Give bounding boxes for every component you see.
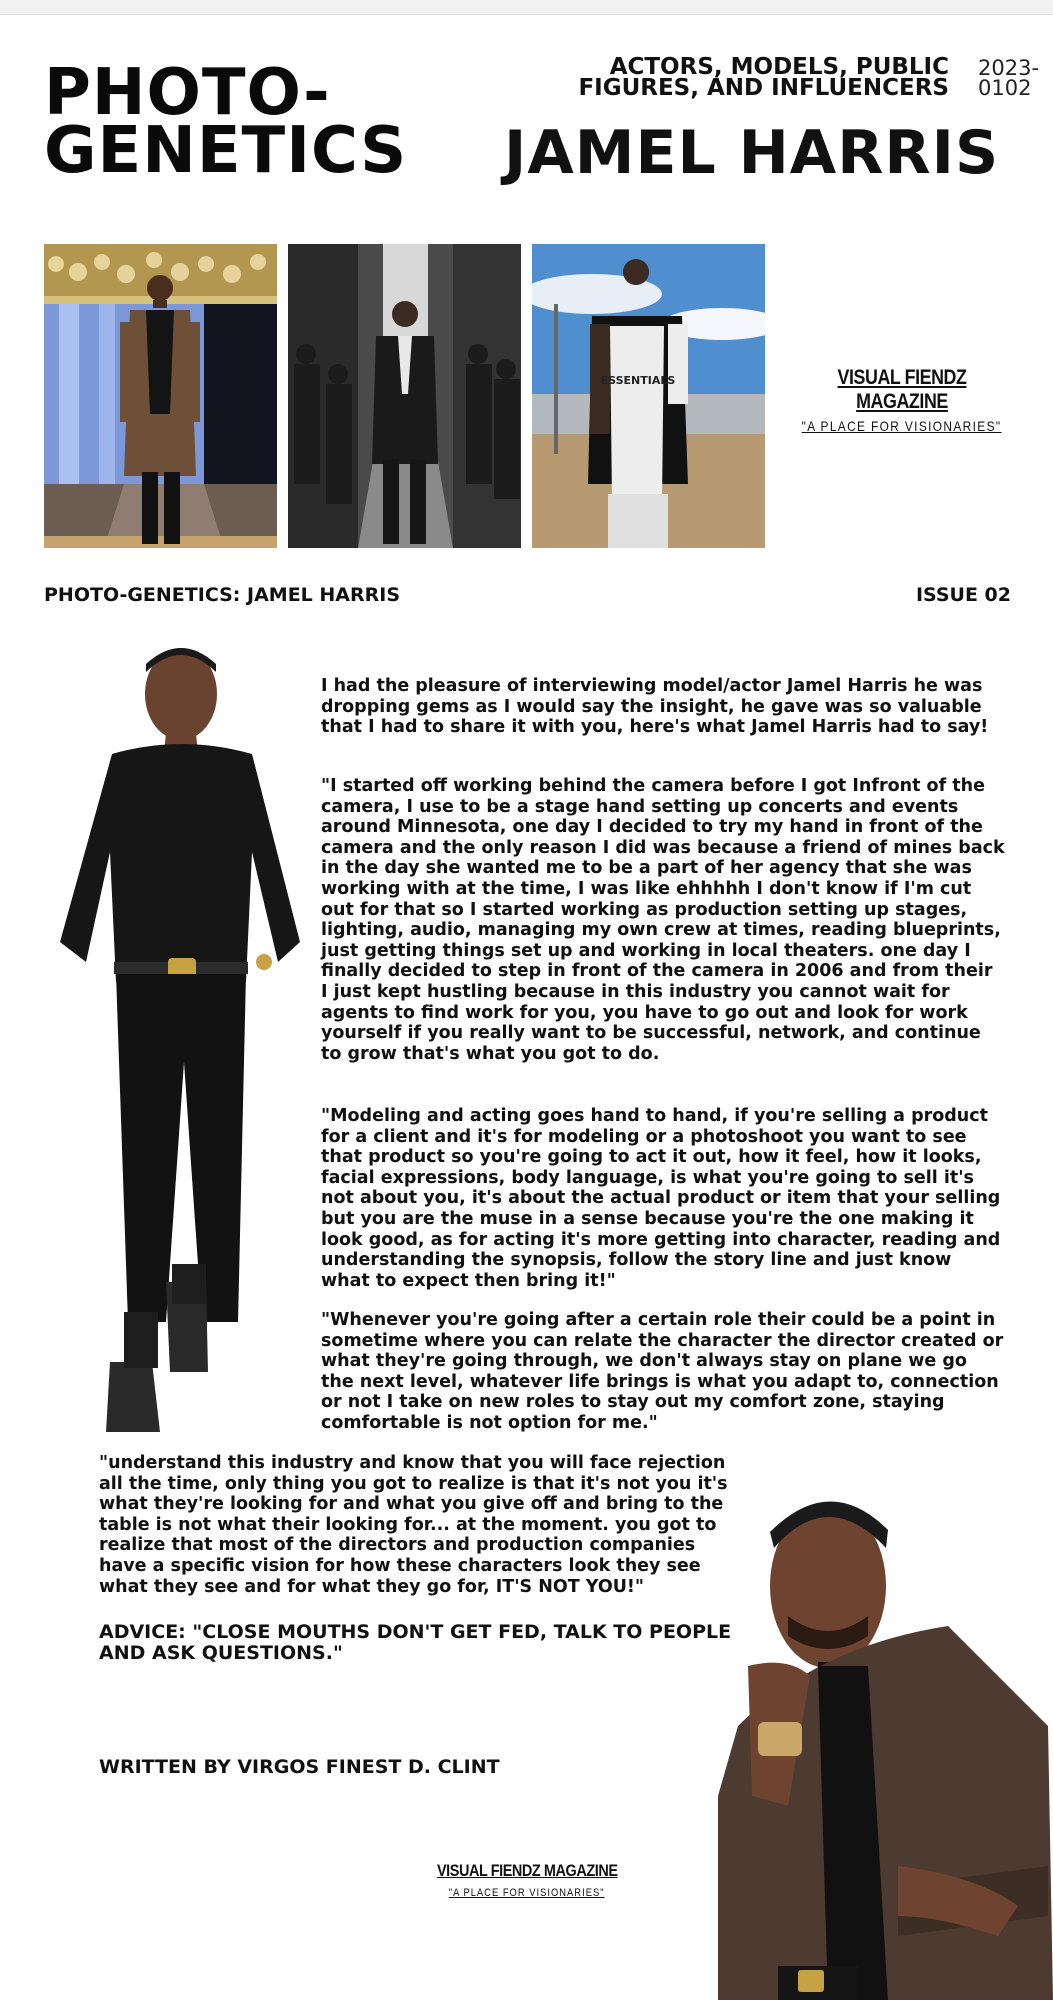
article-advice: ADVICE: "CLOSE MOUTHS DON'T GET FED, TALK TO PEOPLE AND ASK QUESTIONS." xyxy=(99,1621,732,1664)
category-subtitle xyxy=(578,54,949,101)
shirt-print-text: ESSENTIALS xyxy=(600,374,676,387)
figure-standing-portrait xyxy=(56,642,306,1442)
issue-date-line-1: 2023- xyxy=(978,56,1040,80)
magazine-logo xyxy=(778,366,1026,435)
article-paragraph-1: I had the pleasure of interviewing model/actor Jamel Harris he was dropping gems as I would say the insight, he gave was so valuable that I had to share it with you, here's what Jamel Harris had to say! xyxy=(321,676,989,738)
subtitle-line-2: FIGURES, AND INFLUENCERS xyxy=(578,75,949,101)
photo-suit-crowd xyxy=(288,244,521,548)
footer-magazine-name: VISUAL FIENDZ MAGAZINE xyxy=(436,1861,618,1880)
brand-title xyxy=(44,56,408,188)
top-bar xyxy=(0,0,1053,15)
section-title: PHOTO-GENETICS: JAMEL HARRIS xyxy=(44,584,401,606)
footer-magazine-logo xyxy=(416,1861,638,1900)
magazine-tagline: "A PLACE FOR VISIONARIES" xyxy=(802,418,1002,434)
magazine-name: VISUAL FIENDZ MAGAZINE xyxy=(837,366,967,413)
brand-line-1: PHOTO- xyxy=(44,56,331,130)
footer-magazine-tagline: "A PLACE FOR VISIONARIES" xyxy=(449,1887,605,1899)
issue-date xyxy=(978,58,1039,98)
photo-vest-outdoor xyxy=(532,244,765,548)
photo-runway xyxy=(44,244,277,548)
headline-name: JAMEL HARRIS xyxy=(504,118,1000,188)
article-paragraph-2: "I started off working behind the camera before I got Infront of the camera, I use to be a stage hand setting up concerts and events around Minnesota, one day I decided to try my hand in front of the camera and the only reason I did was because a friend of mines back in the day she wanted me to be a part of her agency that she was working with at the time, I was like ehhhhh I don't know if I'm cut out for that so I started working as production setting up stages, lighting, audio, managing my own crew at times, reading blueprints, just getting things set up and working in local theaters. one day I finally decided to step in front of the camera in 2006 and from their I just kept hustling because in this industry you cannot wait for agents to find work for you, you have to go out and look for work yourself if you really want to be successful, network, and continue to grow that's what you got to do. xyxy=(321,776,1005,1064)
figure-thinking-portrait xyxy=(718,1466,1053,2000)
author-credit: WRITTEN BY VIRGOS FINEST D. CLINT xyxy=(99,1756,500,1778)
article-paragraph-5: "understand this industry and know that you will face rejection all the time, only thing you got to realize is that it's not you it's what they're looking for and what you give off and bring to the table is not what their looking for... at the moment. you got to realize that most of the directors and production companies have a specific vision for how these characters look they see what they see and for what they go for, IT'S NOT YOU!" xyxy=(99,1453,728,1597)
article-paragraph-3: "Modeling and acting goes hand to hand, if you're selling a product for a client and it's for modeling or a photoshoot you want to see that product so you're going to act it out, how it feel, how it looks, facial expressions, body language, is what you're going to sell it's not about you, it's about the actual product or item that your selling but you are the muse in a sense because you're the one making it look good, as for acting it's more getting into character, reading and understanding the synopsis, follow the story line and just know what to expect then bring it!" xyxy=(321,1106,1001,1291)
issue-label: ISSUE 02 xyxy=(915,584,1011,606)
issue-date-line-2: 0102 xyxy=(978,76,1032,100)
article-paragraph-4: "Whenever you're going after a certain role their could be a point in sometime where you can relate the character the director created or what they're going through, we don't always stay on plane we go the next level, whatever life brings is what you adapt to, connection or not I take on new roles to stay out my comfort zone, staying comfortable is not option for me." xyxy=(321,1310,1004,1433)
subtitle-line-1: ACTORS, MODELS, PUBLIC xyxy=(609,54,949,80)
brand-line-2: GENETICS xyxy=(44,114,408,188)
